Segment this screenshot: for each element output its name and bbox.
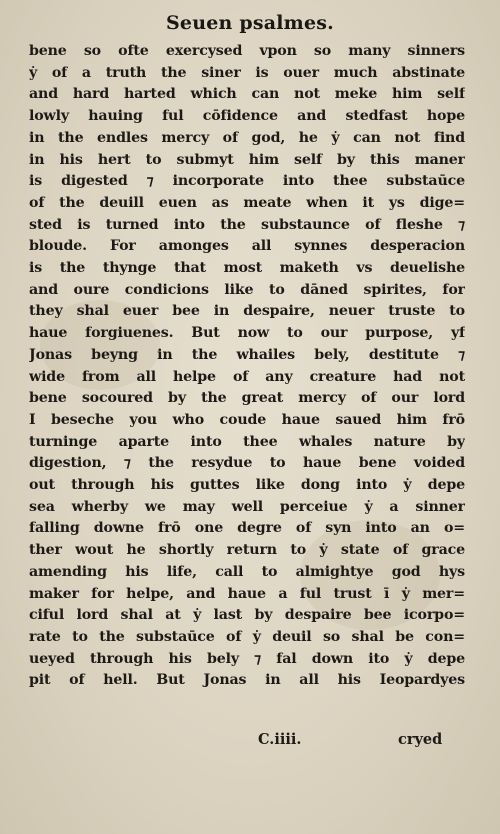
text-line: turninge aparte into thee whales nature by — [29, 433, 465, 450]
text-line: maker for helpe, and haue a ful trust ī ẏ mer= — [29, 585, 465, 602]
text-line: Jonas beyng in the whailes bely, destitute ⁊ — [29, 346, 465, 363]
text-line: is digested ⁊ incorporate into thee substaūce — [29, 173, 465, 190]
text-line: ueyed through his bely ⁊ fal down ito ẏ depe — [29, 650, 465, 667]
text-line: in his hert to submyt him self by this maner — [29, 151, 465, 168]
text-line: ther wout he shortly return to ẏ state of grace — [29, 542, 465, 559]
text-line: lowly hauing ful cōfidence and stedfast hope — [29, 108, 465, 125]
text-line: sted is turned into the substaunce of fleshe ⁊ — [29, 216, 465, 233]
text-line: bene so ofte exercysed vpon so many sinners — [29, 43, 465, 59]
text-line: digestion, ⁊ the resydue to haue bene voided — [29, 455, 465, 472]
text-line: of the deuill euen as meate when it ys dige= — [29, 194, 465, 211]
text-line: is the thynge that most maketh vs deuelishe — [29, 260, 465, 277]
text-line: ẏ of a truth the siner is ouer much abstinate — [29, 64, 465, 81]
catchword: cryed — [398, 731, 443, 748]
signature-mark: C.iiii. — [258, 731, 302, 748]
text-line: and oure condicions like to dāned spirites, for — [29, 281, 465, 298]
text-line: they shal euer bee in despaire, neuer truste to — [29, 303, 465, 320]
text-line: and hard harted which can not meke him self — [29, 86, 465, 103]
text-line: out through his guttes like dong into ẏ depe — [29, 477, 465, 494]
text-line: sea wherby we may well perceiue ẏ a sinner — [29, 498, 465, 515]
text-line: ciful lord shal at ẏ last by despaire bee icorpo= — [29, 607, 465, 624]
text-block — [29, 41, 465, 692]
text-line: bene socoured by the great mercy of our lord — [29, 390, 465, 407]
text-line: in the endles mercy of god, he ẏ can not find — [29, 129, 465, 146]
text-line: wide from all helpe of any creature had not — [29, 368, 465, 385]
running-header: Seuen psalmes. — [166, 12, 334, 34]
text-line: falling downe frō one degre of syn into an o= — [29, 520, 465, 537]
text-line: rate to the substaūce of ẏ deuil so shal be con= — [29, 628, 465, 645]
text-line: I beseche you who coude haue saued him frō — [29, 411, 465, 428]
text-line: haue forgiuenes. But now to our purpose, yf — [29, 325, 465, 342]
text-line: amending his life, call to almightye god hys — [29, 563, 465, 580]
text-line: pit of hell. But Jonas in all his Ieopardyes — [29, 672, 465, 689]
text-line: bloude. For amonges all synnes desperacion — [29, 238, 465, 255]
